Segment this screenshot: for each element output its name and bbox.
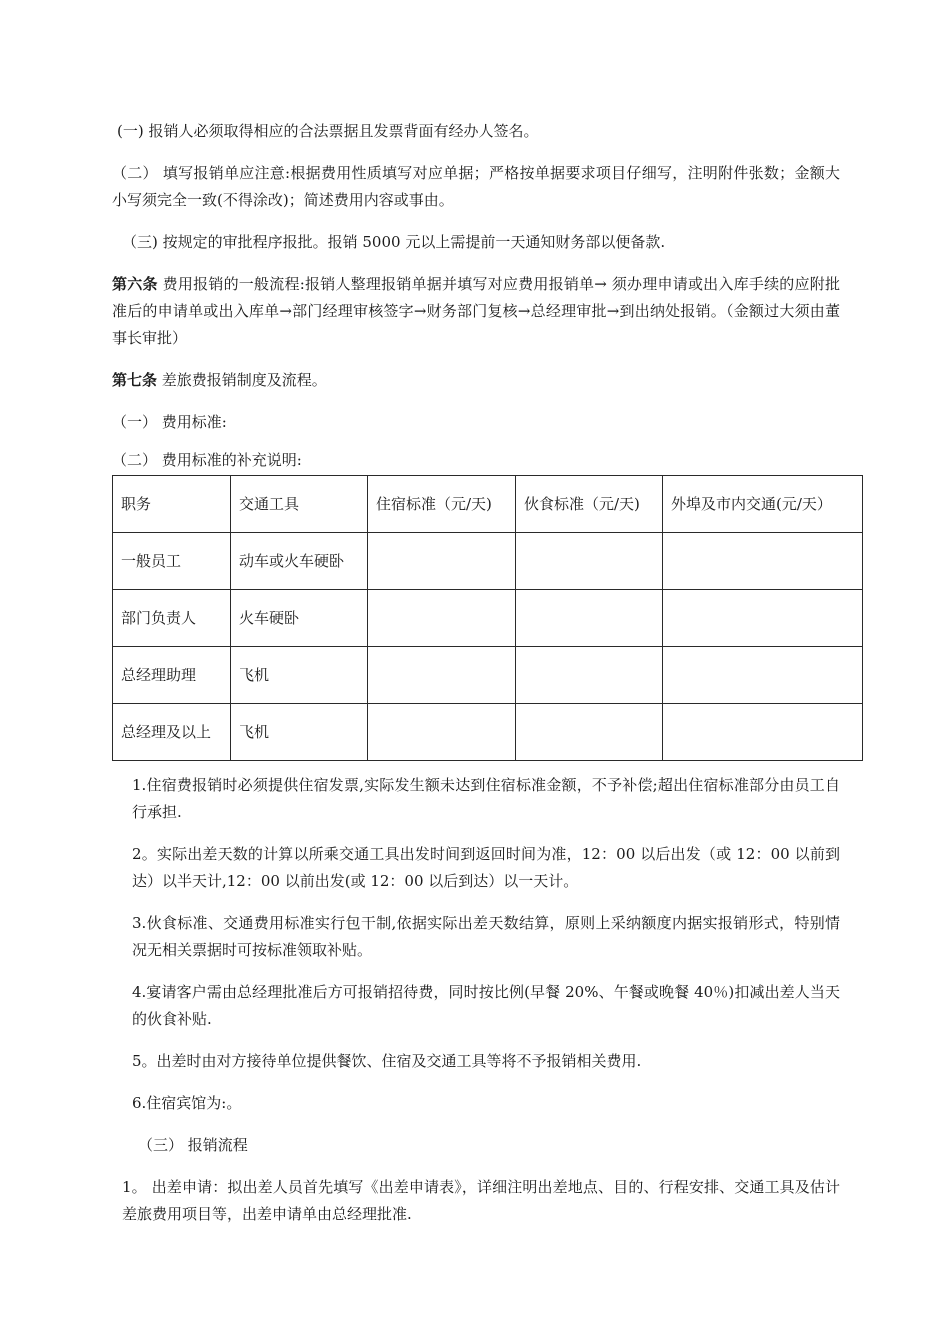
table-cell [516,704,663,761]
section-reimbursement-flow: （三） 报销流程 [138,1136,248,1154]
note-lodging: 1.住宿费报销时必须提供住宿发票,实际发生额未达到住宿标准金额，不予补偿;超出住宿标准部分由员工自行承担. [132,776,840,821]
table-cell: 飞机 [231,704,368,761]
travel-standard-table [112,475,863,761]
table-cell: 飞机 [231,647,368,704]
table-cell [663,590,863,647]
table-cell [663,647,863,704]
table-row [113,647,863,704]
table-header-cell: 伙食标准（元/天) [516,476,663,533]
table-header-cell: 住宿标准（元/天) [368,476,516,533]
table-cell: 总经理助理 [113,647,231,704]
table-row [113,704,863,761]
article-6-heading: 第六条 [112,275,158,293]
table-cell [663,704,863,761]
table-header-row [113,476,863,533]
table-cell [663,533,863,590]
section-standard-notes: （二） 费用标准的补充说明: [112,451,302,469]
document-page [112,118,840,1228]
table-row [113,590,863,647]
paragraph-invoice-rule: (一) 报销人必须取得相应的合法票据且发票背面有经办人签名。 [117,122,539,140]
note-day-count: 2。实际出差天数的计算以所乘交通工具出发时间到返回时间为准，12：00 以后出发（或 12：00 以前到达）以半天计,12：00 以前出发(或 12：00 以后到达）以一天计。 [132,845,840,890]
paragraph-form-rule: （二） 填写报销单应注意:根据费用性质填写对应单据；严格按单据要求项目仔细写，注明附件张数；金额大小写须完全一致(不得涂改)；简述费用内容或事由。 [112,164,840,209]
table-cell [368,590,516,647]
table-cell [516,590,663,647]
note-host-provided: 5。出差时由对方接待单位提供餐饮、住宿及交通工具等将不予报销相关费用. [132,1052,642,1070]
table-cell [368,647,516,704]
note-hotel: 6.住宿宾馆为:。 [132,1094,242,1112]
article-7 [112,367,840,394]
table-cell: 火车硬卧 [231,590,368,647]
table-cell: 动车或火车硬卧 [231,533,368,590]
table-header-cell: 交通工具 [231,476,368,533]
table-cell: 总经理及以上 [113,704,231,761]
article-6 [112,271,840,352]
table-cell [368,704,516,761]
table-cell: 一般员工 [113,533,231,590]
table-row [113,533,863,590]
table-cell: 部门负责人 [113,590,231,647]
table-cell [368,533,516,590]
article-7-body: 差旅费报销制度及流程。 [157,371,327,389]
note-entertainment: 4.宴请客户需由总经理批准后方可报销招待费，同时按比例(早餐 20%、午餐或晚餐 40％)扣减出差人当天的伙食补贴. [132,983,840,1028]
article-6-body: 费用报销的一般流程:报销人整理报销单据并填写对应费用报销单→ 须办理申请或出入库手续的应附批准后的申请单或出入库单→部门经理审核签字→财务部门复核→总经理审批→到出纳处报销。（金额过大须由董事长审批） [112,275,840,347]
note-flat-rate: 3.伙食标准、交通费用标准实行包干制,依据实际出差天数结算，原则上采纳额度内据实报销形式，特别情况无相关票据时可按标准领取补贴。 [132,914,840,959]
table-header-cell: 职务 [113,476,231,533]
paragraph-approval-rule: （三) 按规定的审批程序报批。报销 5000 元以上需提前一天通知财务部以便备款. [122,233,666,251]
table-cell [516,647,663,704]
table-header-cell: 外埠及市内交通(元/天） [663,476,863,533]
section-expense-standard: （一） 费用标准: [112,413,227,431]
table-cell [516,533,663,590]
article-7-heading: 第七条 [112,371,158,389]
flow-step-1: 1。 出差申请：拟出差人员首先填写《出差申请表》，详细注明出差地点、目的、行程安排、交通工具及估计差旅费用项目等，出差申请单由总经理批准. [122,1178,840,1223]
